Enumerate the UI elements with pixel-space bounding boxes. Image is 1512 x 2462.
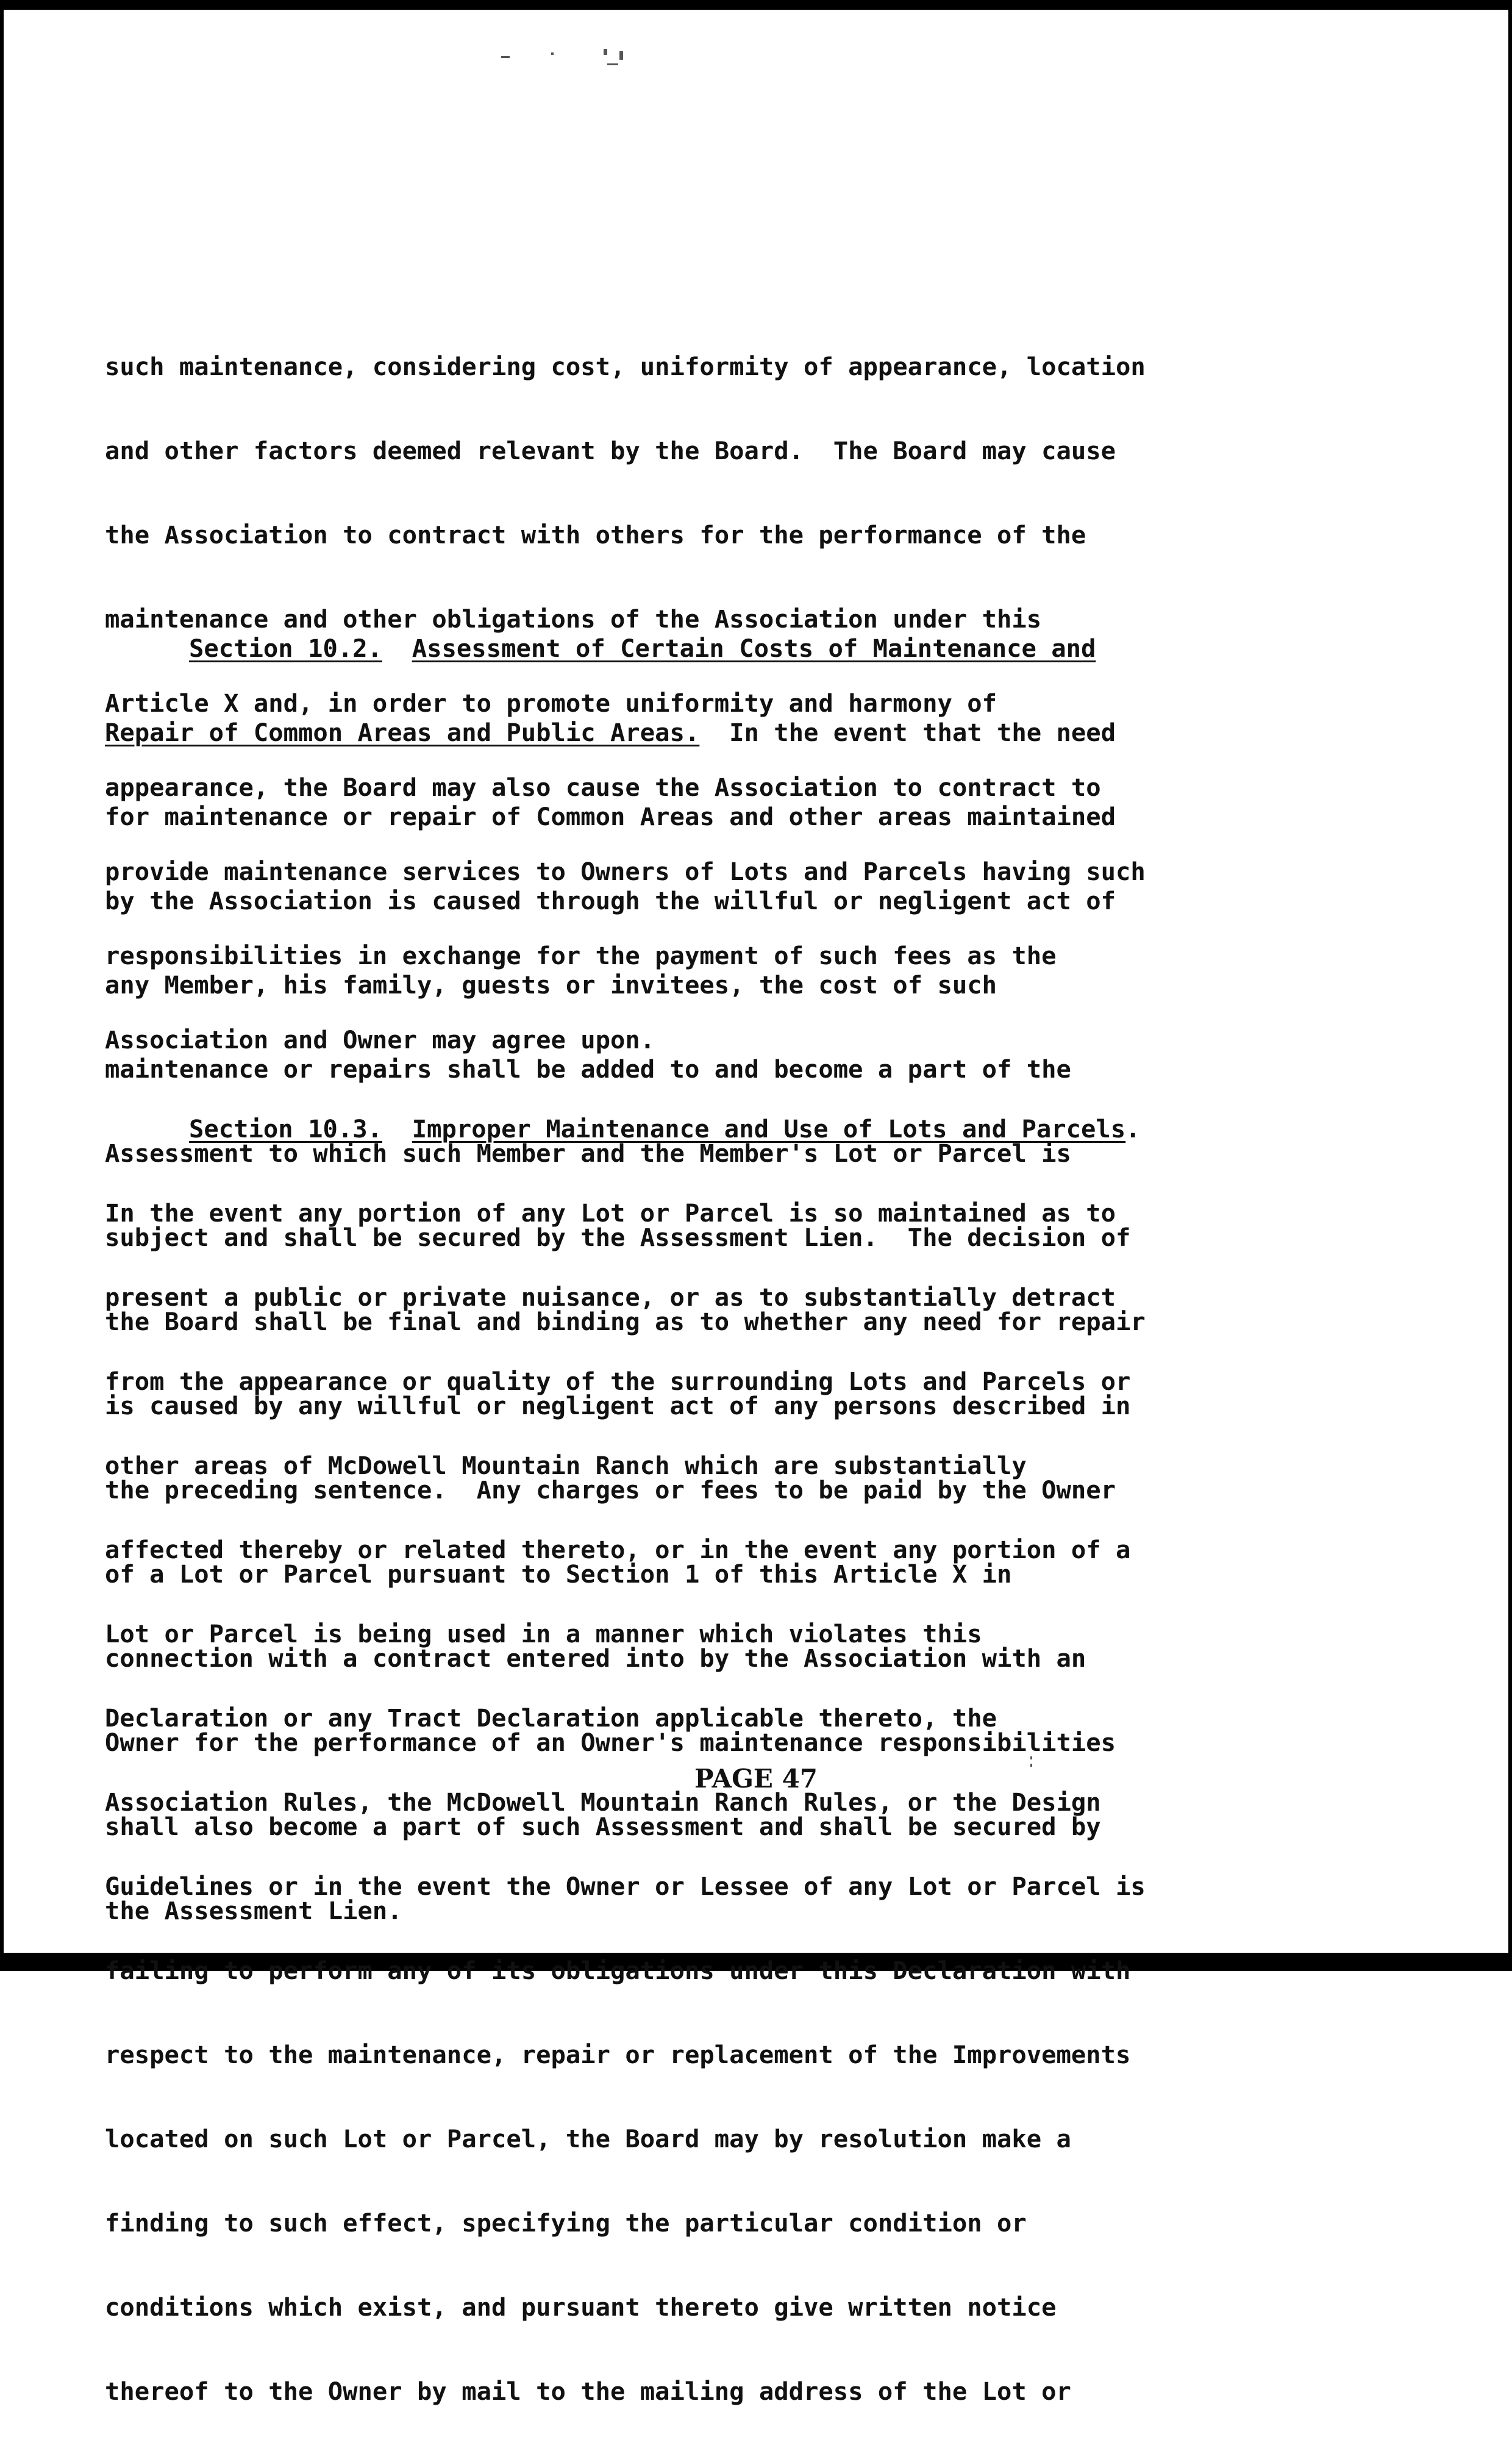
section-heading-line (105, 634, 1410, 662)
text-run: In the event that the need (699, 718, 1116, 747)
section-heading: Assessment of Certain Costs of Maintenance and (412, 634, 1096, 663)
section-10-3 (105, 1059, 1410, 2461)
text-line: Guidelines or in the event the Owner or Lessee of any Lot or Parcel is (105, 1872, 1146, 1901)
text-line: Assessment to which such Member and the Member's Lot or Parcel is (105, 1139, 1071, 1168)
scan-border-left (0, 0, 4, 1971)
section-heading-line (105, 718, 1410, 746)
heading-period: . (1125, 1114, 1141, 1143)
scan-border-right (1508, 0, 1512, 1971)
text-line: present a public or private nuisance, or as to substantially detract (105, 1283, 1116, 1312)
text-line: and other factors deemed relevant by the Board. The Board may cause (105, 436, 1116, 465)
text-line: is caused by any willful or negligent act of any persons described in (105, 1391, 1131, 1420)
text-line: by the Association is caused through the willful or negligent act of (105, 886, 1116, 915)
section-heading-continued: Repair of Common Areas and Public Areas. (105, 718, 700, 747)
text-line: the Assessment Lien. (105, 1896, 402, 1925)
section-number: Section 10.2. (189, 634, 382, 663)
text-line: appearance, the Board may also cause the Association to contract to (105, 773, 1101, 802)
text-line: Owner for the performance of an Owner's maintenance responsibilities (105, 1728, 1116, 1757)
text-line: subject and shall be secured by the Assessment Lien. The decision of (105, 1223, 1131, 1252)
text-line: located on such Lot or Parcel, the Board may by resolution make a (105, 2124, 1071, 2153)
text-line: any Member, his family, guests or invitees, the cost of such (105, 970, 997, 1000)
page-number: PAGE 47 (694, 1764, 818, 1794)
section-heading: Improper Maintenance and Use of Lots and Parcels (412, 1114, 1126, 1143)
text-line: Association and Owner may agree upon. (105, 1025, 655, 1054)
text-line: of a Lot or Parcel pursuant to Section 1 of this Article X in (105, 1559, 1012, 1589)
scan-border-top (0, 0, 1512, 10)
text-line: for maintenance or repair of Common Areas and other areas maintained (105, 802, 1116, 831)
text-line: the Board shall be final and binding as to whether any need for repair (105, 1307, 1146, 1336)
text-line: other areas of McDowell Mountain Ranch which are substantially (105, 1451, 1027, 1480)
text-line: the Association to contract with others for the performance of the (105, 520, 1086, 549)
scan-speck (607, 63, 618, 65)
scan-speck (501, 56, 510, 58)
text-line: failing to perform any of its obligations under this Declaration with (105, 1956, 1131, 1985)
text-line: such maintenance, considering cost, uniformity of appearance, location (105, 352, 1146, 381)
text-line: connection with a contract entered into by the Association with an (105, 1644, 1086, 1673)
text-line: affected thereby or related thereto, or in the event any portion of a (105, 1535, 1131, 1564)
text-line: Association Rules, the McDowell Mountain Ranch Rules, or the Design (105, 1787, 1101, 1817)
text-line: Declaration or any Tract Declaration applicable thereto, the (105, 1703, 997, 1733)
section-number: Section 10.3. (189, 1114, 382, 1143)
scan-speck (551, 52, 554, 55)
scan-speck (619, 51, 623, 60)
section-heading-line (105, 1115, 1410, 1143)
scan-speck (604, 49, 607, 55)
text-line: Lot or Parcel is being used in a manner which violates this (105, 1619, 982, 1648)
text-line: In the event any portion of any Lot or Parcel is so maintained as to (105, 1198, 1116, 1228)
text-line: provide maintenance services to Owners of Lots and Parcels having such (105, 857, 1146, 886)
text-line: from the appearance or quality of the surrounding Lots and Parcels or (105, 1367, 1131, 1396)
text-line: maintenance and other obligations of the Association under this (105, 604, 1042, 634)
text-line: thereof to the Owner by mail to the mailing address of the Lot or (105, 2377, 1071, 2406)
text-line: Article X and, in order to promote uniformity and harmony of (105, 689, 997, 718)
text-line: conditions which exist, and pursuant thereto give written notice (105, 2292, 1057, 2322)
text-line: responsibilities in exchange for the payment of such fees as the (105, 941, 1057, 970)
text-line: shall also become a part of such Assessment and shall be secured by (105, 1812, 1101, 1841)
text-line: finding to such effect, specifying the particular condition or (105, 2208, 1027, 2238)
text-line: respect to the maintenance, repair or replacement of the Improvements (105, 2040, 1131, 2069)
text-line: maintenance or repairs shall be added to and become a part of the (105, 1054, 1071, 1084)
text-line: the preceding sentence. Any charges or fees to be paid by the Owner (105, 1475, 1116, 1505)
